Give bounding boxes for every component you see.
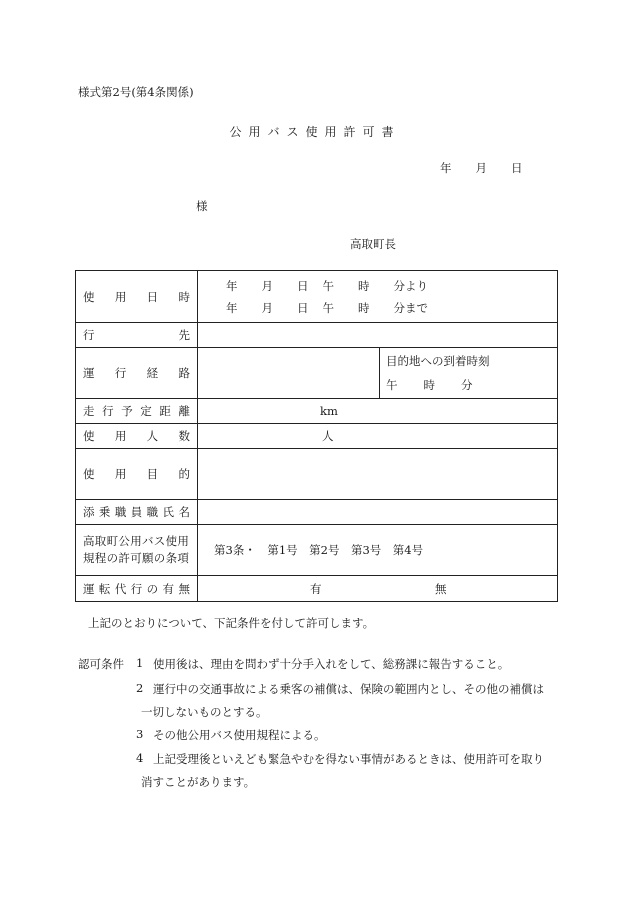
driver-no-option[interactable]: 無 — [435, 581, 447, 596]
datetime-from: 年 月 日 午 時 分より — [226, 278, 428, 293]
condition-1-text: 使用後は、理由を問わず十分手入れをして、総務課に報告すること。 — [153, 657, 510, 671]
issue-date — [440, 160, 523, 176]
driver-label: 運 転 代 行 の 有 無 — [83, 581, 190, 596]
purpose-value[interactable] — [198, 449, 558, 500]
route-value[interactable] — [198, 348, 380, 399]
rule-label-line2: 規程の許可願の条項 — [83, 551, 190, 565]
form-number: 様式第2号(第4条関係) — [78, 85, 194, 99]
row-distance — [76, 399, 558, 424]
permit-table — [75, 270, 558, 602]
condition-4-num: 4 — [136, 751, 144, 765]
condition-2-num: 2 — [136, 681, 144, 695]
condition-4-text: 上記受理後といえども緊急やむを得ない事情があるときは、使用許可を取り — [153, 752, 544, 766]
row-purpose — [76, 449, 558, 500]
row-usage-datetime — [76, 271, 558, 323]
staff-value[interactable] — [198, 500, 558, 525]
usage-datetime-value — [198, 275, 557, 319]
condition-3-text: その他公用バス使用規程による。 — [153, 728, 326, 742]
passengers-unit: 人 — [322, 429, 334, 443]
approval-note: 上記のとおりについて、下記条件を付して許可します。 — [88, 616, 375, 630]
arrival-label: 目的地への到着時刻 — [386, 354, 490, 368]
row-destination — [76, 323, 558, 348]
date-year: 年 — [440, 161, 452, 175]
condition-1-num: 1 — [136, 656, 144, 670]
date-day: 日 — [511, 161, 523, 175]
rule-label-line1: 高取町公用バス使用 — [83, 534, 190, 548]
addressee-suffix: 様 — [196, 199, 208, 213]
row-staff — [76, 500, 558, 525]
row-rule — [76, 525, 558, 576]
condition-2-text-cont: 一切しないものとする。 — [141, 705, 268, 719]
destination-value[interactable] — [198, 323, 558, 348]
condition-2-text: 運行中の交通事故による乗客の補償は、保険の範囲内とし、その他の補償は — [153, 682, 544, 696]
row-route — [76, 348, 558, 399]
usage-datetime-label: 使 用 日 時 — [83, 289, 190, 304]
distance-label: 走 行 予 定 距 離 — [83, 404, 190, 418]
condition-3-num: 3 — [136, 727, 144, 741]
condition-4-text-cont: 消すことがあります。 — [141, 775, 256, 789]
distance-unit: km — [320, 404, 338, 418]
conditions-title: 認可条件 — [78, 657, 124, 671]
passengers-label: 使 用 人 数 — [83, 429, 190, 443]
destination-label: 行 先 — [83, 328, 190, 342]
arrival-time: 午 時 分 — [386, 378, 473, 392]
row-driver — [76, 576, 558, 602]
rule-value: 第3条・ 第1号 第2号 第3号 第4号 — [198, 525, 558, 576]
purpose-label: 使 用 目 的 — [83, 467, 190, 481]
route-label: 運 行 経 路 — [83, 366, 190, 380]
issuer: 高取町長 — [350, 237, 396, 251]
document-title: 公用バス使用許可書 — [229, 125, 401, 139]
date-month: 月 — [475, 161, 487, 175]
driver-yes-option[interactable]: 有 — [310, 581, 322, 596]
staff-label: 添 乗 職 員 職 氏 名 — [83, 505, 190, 519]
datetime-to: 年 月 日 午 時 分まで — [226, 300, 428, 315]
row-passengers — [76, 424, 558, 449]
